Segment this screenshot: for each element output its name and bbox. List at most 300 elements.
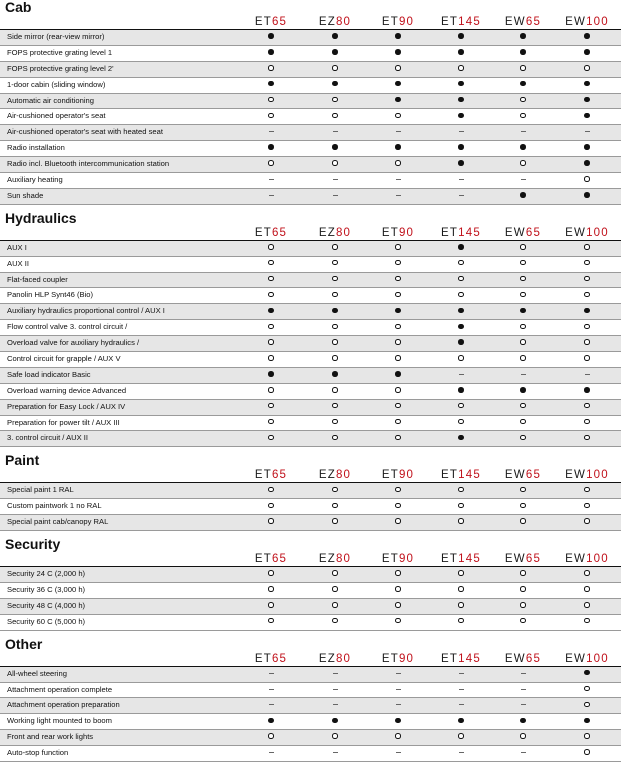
model-header-row <box>0 652 621 667</box>
availability-cell <box>511 499 535 514</box>
optional-circle-icon <box>395 339 401 345</box>
availability-cell <box>449 416 473 431</box>
standard-dot-icon <box>520 387 526 393</box>
optional-circle-icon <box>520 355 526 361</box>
model-prefix: ET <box>381 16 399 28</box>
model-label-et90 <box>368 16 428 28</box>
standard-dot-icon <box>584 670 590 676</box>
optional-circle-icon <box>584 419 590 425</box>
standard-dot-icon <box>520 81 526 87</box>
availability-cell <box>449 431 473 446</box>
availability-cell <box>575 288 599 303</box>
optional-circle-icon <box>268 586 274 592</box>
availability-cell <box>511 567 535 582</box>
optional-circle-icon <box>395 276 401 282</box>
standard-dot-icon <box>520 33 526 39</box>
availability-cell <box>449 368 473 383</box>
availability-cell <box>575 141 599 156</box>
not-available-dash-icon <box>333 673 338 674</box>
model-number: 65 <box>271 652 288 665</box>
availability-cell <box>511 416 535 431</box>
availability-cell <box>449 46 473 61</box>
availability-cell <box>575 746 599 761</box>
optional-circle-icon <box>268 339 274 345</box>
availability-cell <box>511 46 535 61</box>
optional-circle-icon <box>584 403 590 409</box>
availability-cell <box>511 384 535 399</box>
optional-circle-icon <box>584 260 590 266</box>
optional-circle-icon <box>332 292 338 298</box>
standard-dot-icon <box>268 308 274 314</box>
availability-cell <box>323 94 347 109</box>
availability-cell <box>323 257 347 272</box>
availability-cell <box>511 599 535 614</box>
availability-cell <box>575 78 599 93</box>
availability-cell <box>449 384 473 399</box>
availability-cell <box>449 78 473 93</box>
section-title-other: Other <box>5 635 43 652</box>
optional-circle-icon <box>268 387 274 393</box>
not-available-dash-icon <box>333 131 338 132</box>
standard-dot-icon <box>268 718 274 724</box>
model-label-et65 <box>241 553 301 565</box>
availability-cell <box>511 698 535 713</box>
row-label: 1-door cabin (sliding window) <box>7 79 106 89</box>
row-label: Preparation for Easy Lock / AUX IV <box>7 401 126 411</box>
model-label-et90 <box>368 653 428 665</box>
optional-circle-icon <box>268 97 274 103</box>
optional-circle-icon <box>332 570 338 576</box>
model-prefix: ET <box>441 553 459 566</box>
standard-dot-icon <box>584 718 590 724</box>
availability-cell <box>575 730 599 745</box>
availability-cell <box>449 30 473 45</box>
availability-cell <box>386 499 410 514</box>
availability-cell <box>511 125 535 140</box>
availability-cell <box>386 157 410 172</box>
availability-cell <box>259 241 283 256</box>
optional-circle-icon <box>520 113 526 119</box>
availability-cell <box>511 320 535 335</box>
standard-dot-icon <box>458 718 464 724</box>
availability-cell <box>449 125 473 140</box>
optional-circle-icon <box>268 570 274 576</box>
availability-cell <box>386 431 410 446</box>
availability-cell <box>386 667 410 682</box>
standard-dot-icon <box>395 49 401 55</box>
not-available-dash-icon <box>459 752 464 753</box>
availability-cell <box>259 46 283 61</box>
standard-dot-icon <box>458 81 464 87</box>
availability-cell <box>323 109 347 124</box>
optional-circle-icon <box>584 702 590 708</box>
model-number: 65 <box>525 652 542 665</box>
optional-circle-icon <box>584 518 590 524</box>
optional-circle-icon <box>268 518 274 524</box>
availability-cell <box>386 46 410 61</box>
availability-cell <box>386 125 410 140</box>
availability-cell <box>386 384 410 399</box>
standard-dot-icon <box>332 49 338 55</box>
optional-circle-icon <box>395 570 401 576</box>
optional-circle-icon <box>268 602 274 608</box>
optional-circle-icon <box>395 387 401 393</box>
model-prefix: EW <box>565 469 587 482</box>
not-available-dash-icon <box>459 689 464 690</box>
model-number: 100 <box>586 553 609 566</box>
availability-cell <box>386 698 410 713</box>
model-label-ez80 <box>305 227 365 239</box>
model-number: 90 <box>398 469 415 482</box>
table-row <box>0 368 621 384</box>
availability-cell <box>386 141 410 156</box>
availability-cell <box>575 515 599 530</box>
availability-cell <box>449 304 473 319</box>
availability-cell <box>323 46 347 61</box>
optional-circle-icon <box>268 487 274 493</box>
optional-circle-icon <box>584 324 590 330</box>
optional-circle-icon <box>458 618 464 624</box>
optional-circle-icon <box>268 65 274 71</box>
standard-dot-icon <box>395 144 401 150</box>
optional-circle-icon <box>395 733 401 739</box>
standard-dot-icon <box>520 308 526 314</box>
model-label-ez80 <box>305 469 365 481</box>
table-row <box>0 62 621 78</box>
standard-dot-icon <box>332 371 338 377</box>
optional-circle-icon <box>395 355 401 361</box>
availability-cell <box>259 304 283 319</box>
model-prefix: ET <box>441 226 459 239</box>
availability-cell <box>449 257 473 272</box>
optional-circle-icon <box>584 435 590 441</box>
availability-cell <box>259 599 283 614</box>
model-label-et65 <box>241 469 301 481</box>
availability-cell <box>511 94 535 109</box>
availability-cell <box>386 320 410 335</box>
model-label-et90 <box>368 469 428 481</box>
standard-dot-icon <box>332 33 338 39</box>
model-label-et65 <box>241 227 301 239</box>
standard-dot-icon <box>268 144 274 150</box>
optional-circle-icon <box>520 602 526 608</box>
optional-circle-icon <box>268 403 274 409</box>
optional-circle-icon <box>332 602 338 608</box>
model-prefix: EW <box>565 652 587 665</box>
model-label-ew65 <box>493 553 553 565</box>
table-row <box>0 157 621 173</box>
optional-circle-icon <box>332 403 338 409</box>
availability-cell <box>575 714 599 729</box>
availability-cell <box>511 746 535 761</box>
availability-cell <box>449 599 473 614</box>
not-available-dash-icon <box>269 689 274 690</box>
optional-circle-icon <box>332 339 338 345</box>
availability-cell <box>259 125 283 140</box>
row-label: Air-cushioned operator's seat with heated seat <box>7 127 163 137</box>
standard-dot-icon <box>520 144 526 150</box>
availability-cell <box>575 599 599 614</box>
availability-cell <box>323 189 347 204</box>
availability-cell <box>259 320 283 335</box>
availability-cell <box>511 336 535 351</box>
optional-circle-icon <box>520 276 526 282</box>
availability-cell <box>259 368 283 383</box>
row-label: Air-cushioned operator's seat <box>7 111 106 121</box>
model-prefix: EW <box>504 469 526 482</box>
optional-circle-icon <box>268 419 274 425</box>
standard-dot-icon <box>584 97 590 103</box>
availability-cell <box>323 173 347 188</box>
optional-circle-icon <box>458 292 464 298</box>
availability-cell <box>259 78 283 93</box>
optional-circle-icon <box>584 586 590 592</box>
availability-cell <box>511 109 535 124</box>
availability-cell <box>259 352 283 367</box>
availability-cell <box>511 78 535 93</box>
availability-cell <box>259 615 283 630</box>
availability-cell <box>511 241 535 256</box>
model-prefix: EW <box>565 16 587 28</box>
optional-circle-icon <box>458 419 464 425</box>
table-row <box>0 667 621 683</box>
table-row <box>0 173 621 189</box>
optional-circle-icon <box>458 733 464 739</box>
not-available-dash-icon <box>521 673 526 674</box>
model-number: 100 <box>586 469 609 482</box>
model-label-ez80 <box>305 16 365 28</box>
row-label: Overload warning device Advanced <box>7 385 127 395</box>
model-number: 90 <box>398 553 415 566</box>
standard-dot-icon <box>584 81 590 87</box>
not-available-dash-icon <box>585 131 590 132</box>
availability-cell <box>386 62 410 77</box>
standard-dot-icon <box>458 160 464 166</box>
row-label: Working light mounted to boom <box>7 716 112 726</box>
model-prefix: ET <box>381 652 399 665</box>
availability-cell <box>323 599 347 614</box>
availability-cell <box>386 368 410 383</box>
optional-circle-icon <box>395 419 401 425</box>
standard-dot-icon <box>458 324 464 330</box>
model-prefix: ET <box>254 652 272 665</box>
model-prefix: ET <box>254 553 272 566</box>
optional-circle-icon <box>332 355 338 361</box>
availability-cell <box>323 667 347 682</box>
availability-cell <box>323 288 347 303</box>
model-prefix: EW <box>504 226 526 239</box>
availability-cell <box>323 320 347 335</box>
availability-cell <box>449 288 473 303</box>
optional-circle-icon <box>395 487 401 493</box>
availability-cell <box>323 62 347 77</box>
availability-cell <box>511 304 535 319</box>
standard-dot-icon <box>395 308 401 314</box>
model-number: 145 <box>458 16 481 28</box>
optional-circle-icon <box>584 733 590 739</box>
standard-dot-icon <box>458 435 464 441</box>
model-number: 65 <box>525 553 542 566</box>
optional-circle-icon <box>268 618 274 624</box>
model-number: 90 <box>398 16 415 28</box>
availability-cell <box>323 483 347 498</box>
table-row <box>0 515 621 531</box>
table-row <box>0 714 621 730</box>
availability-cell <box>575 431 599 446</box>
optional-circle-icon <box>584 355 590 361</box>
availability-cell <box>259 189 283 204</box>
availability-cell <box>259 667 283 682</box>
row-label: Auxiliary hydraulics proportional control / AUX I <box>7 306 165 316</box>
model-prefix: EW <box>504 16 526 28</box>
not-available-dash-icon <box>396 689 401 690</box>
optional-circle-icon <box>332 160 338 166</box>
table-row <box>0 567 621 583</box>
availability-cell <box>575 400 599 415</box>
model-prefix: ET <box>254 16 272 28</box>
model-number: 90 <box>398 226 415 239</box>
optional-circle-icon <box>332 518 338 524</box>
row-label: FOPS protective grating level 1 <box>7 47 113 57</box>
optional-circle-icon <box>584 487 590 493</box>
model-number: 65 <box>271 226 288 239</box>
not-available-dash-icon <box>459 195 464 196</box>
optional-circle-icon <box>520 487 526 493</box>
optional-circle-icon <box>395 160 401 166</box>
not-available-dash-icon <box>333 752 338 753</box>
optional-circle-icon <box>584 65 590 71</box>
availability-cell <box>386 257 410 272</box>
availability-cell <box>323 157 347 172</box>
optional-circle-icon <box>332 97 338 103</box>
availability-cell <box>449 515 473 530</box>
availability-cell <box>259 730 283 745</box>
standard-dot-icon <box>332 144 338 150</box>
standard-dot-icon <box>458 144 464 150</box>
model-prefix: EZ <box>318 469 336 482</box>
availability-cell <box>259 384 283 399</box>
row-label: Custom paintwork 1 no RAL <box>7 501 102 511</box>
optional-circle-icon <box>268 503 274 509</box>
table-row <box>0 141 621 157</box>
optional-circle-icon <box>584 686 590 692</box>
optional-circle-icon <box>520 403 526 409</box>
availability-cell <box>259 94 283 109</box>
table-row <box>0 746 621 762</box>
optional-circle-icon <box>458 487 464 493</box>
standard-dot-icon <box>268 81 274 87</box>
optional-circle-icon <box>458 276 464 282</box>
availability-cell <box>511 400 535 415</box>
not-available-dash-icon <box>521 179 526 180</box>
row-label: Side mirror (rear-view mirror) <box>7 32 105 41</box>
optional-circle-icon <box>458 503 464 509</box>
availability-cell <box>511 714 535 729</box>
availability-cell <box>386 94 410 109</box>
availability-cell <box>386 483 410 498</box>
model-prefix: ET <box>254 226 272 239</box>
availability-cell <box>449 583 473 598</box>
availability-cell <box>386 273 410 288</box>
availability-cell <box>323 431 347 446</box>
optional-circle-icon <box>332 586 338 592</box>
availability-cell <box>449 698 473 713</box>
optional-circle-icon <box>520 503 526 509</box>
availability-cell <box>511 257 535 272</box>
row-label: Security 24 C (2,000 h) <box>7 569 86 579</box>
model-prefix: ET <box>381 469 399 482</box>
availability-cell <box>386 288 410 303</box>
row-label: Special paint cab/canopy RAL <box>7 517 109 527</box>
model-header-row <box>0 552 621 567</box>
row-label: Attachment operation complete <box>7 684 113 694</box>
model-label-et65 <box>241 653 301 665</box>
standard-dot-icon <box>395 97 401 103</box>
availability-cell <box>323 241 347 256</box>
row-label: 3. control circuit / AUX II <box>7 433 89 443</box>
availability-cell <box>511 141 535 156</box>
table-row <box>0 599 621 615</box>
standard-dot-icon <box>332 718 338 724</box>
table-row <box>0 78 621 94</box>
availability-cell <box>511 683 535 698</box>
model-prefix: ET <box>441 16 459 28</box>
availability-cell <box>323 583 347 598</box>
optional-circle-icon <box>520 339 526 345</box>
availability-cell <box>449 352 473 367</box>
standard-dot-icon <box>520 49 526 55</box>
not-available-dash-icon <box>269 195 274 196</box>
optional-circle-icon <box>520 97 526 103</box>
availability-cell <box>259 714 283 729</box>
availability-cell <box>511 730 535 745</box>
table-row <box>0 304 621 320</box>
availability-cell <box>511 368 535 383</box>
optional-circle-icon <box>268 355 274 361</box>
availability-cell <box>575 257 599 272</box>
availability-cell <box>323 78 347 93</box>
table-row <box>0 583 621 599</box>
not-available-dash-icon <box>459 374 464 375</box>
standard-dot-icon <box>395 33 401 39</box>
availability-cell <box>323 30 347 45</box>
availability-cell <box>511 515 535 530</box>
model-label-et145 <box>431 553 491 565</box>
standard-dot-icon <box>268 49 274 55</box>
table-row <box>0 46 621 62</box>
availability-cell <box>323 416 347 431</box>
optional-circle-icon <box>520 586 526 592</box>
standard-dot-icon <box>395 81 401 87</box>
table-row <box>0 109 621 125</box>
optional-circle-icon <box>458 586 464 592</box>
availability-cell <box>575 304 599 319</box>
row-label: Radio installation <box>7 143 65 153</box>
availability-cell <box>449 714 473 729</box>
availability-cell <box>323 273 347 288</box>
optional-circle-icon <box>458 518 464 524</box>
availability-cell <box>323 515 347 530</box>
availability-cell <box>259 515 283 530</box>
optional-circle-icon <box>332 733 338 739</box>
table-row <box>0 384 621 400</box>
availability-cell <box>259 288 283 303</box>
optional-circle-icon <box>332 503 338 509</box>
availability-cell <box>386 683 410 698</box>
not-available-dash-icon <box>459 131 464 132</box>
model-label-ew100 <box>557 653 617 665</box>
availability-cell <box>449 683 473 698</box>
